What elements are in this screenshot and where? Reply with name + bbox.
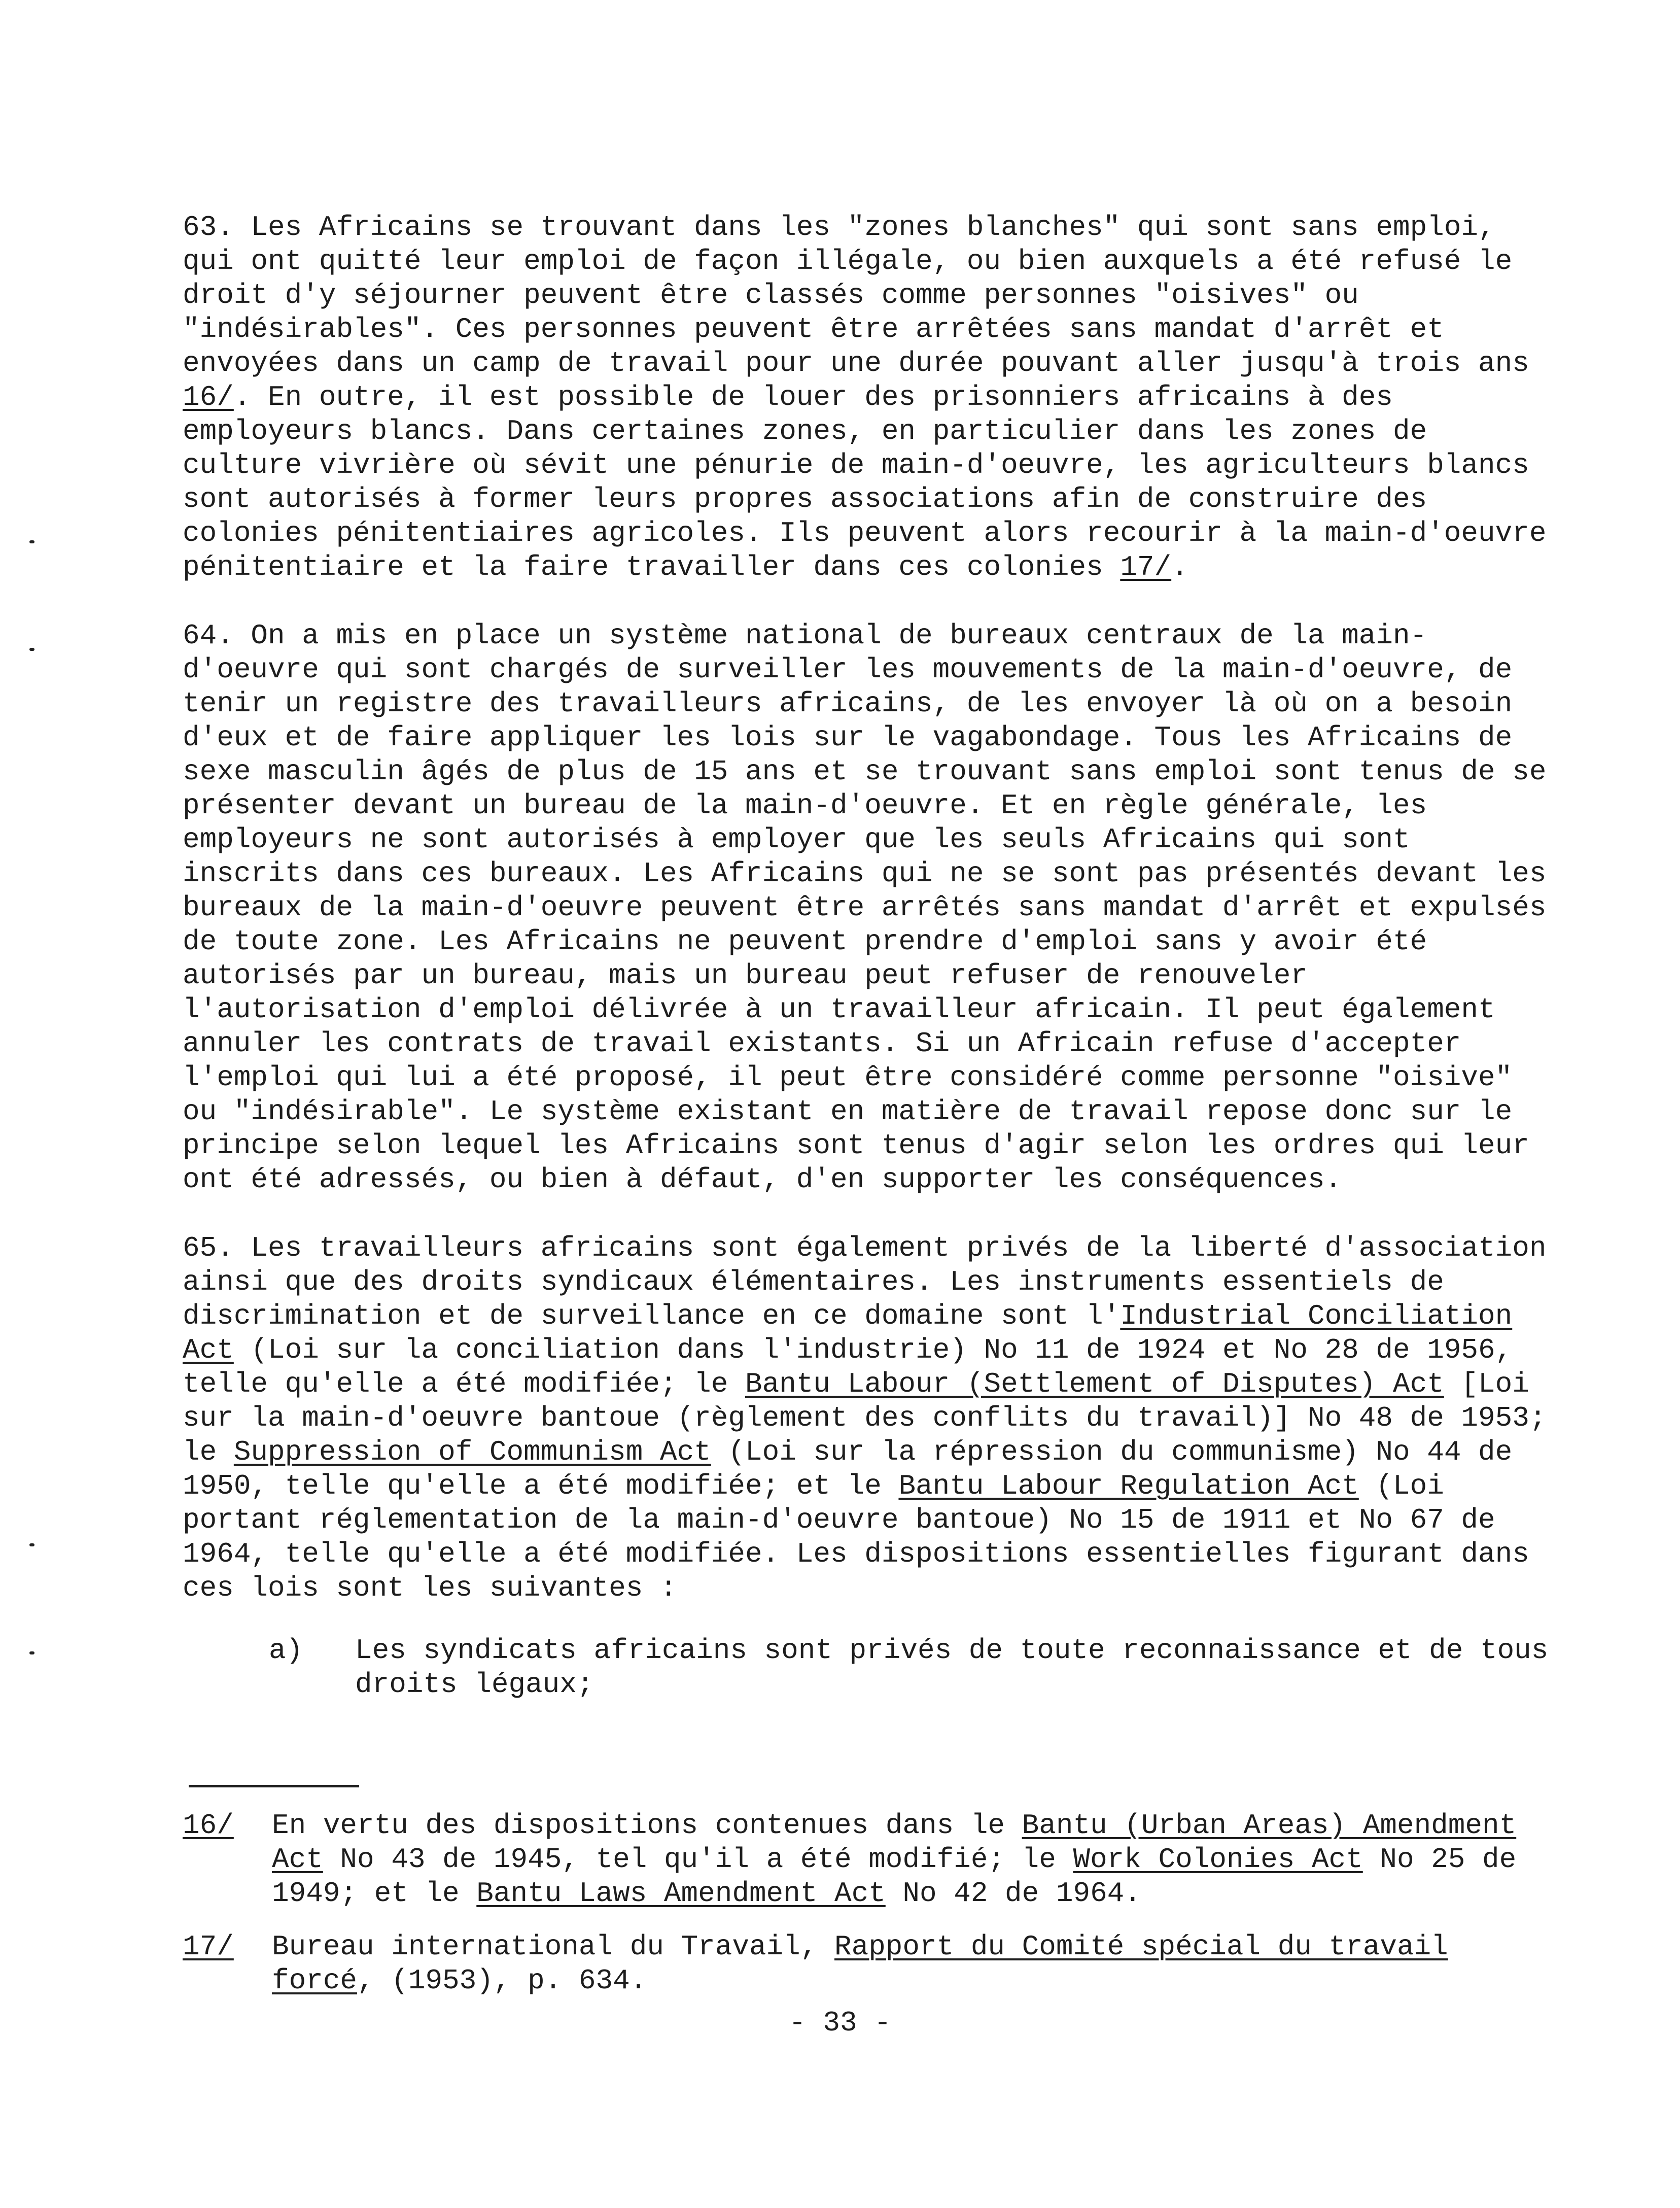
footnote-16 (183, 1809, 1562, 1911)
list-item-label: a) (269, 1634, 303, 1667)
text-run: En vertu des dispositions contenues dans le (272, 1809, 1022, 1842)
underlined-reference: Bantu (Urban Areas) Amendment Act (272, 1809, 1517, 1876)
footnotes (183, 1809, 1562, 2017)
text-run: [Loi sur la main-d'oeuvre bantoue (règlement des conflits du travail)] No 48 de 1953; le (183, 1368, 1547, 1468)
underlined-reference: Rapport du Comité spécial du travail forcé (272, 1930, 1448, 1997)
paragraph-content (183, 1232, 1546, 1604)
footnote-text (272, 1809, 1562, 1911)
underlined-reference: Bantu Labour Regulation Act (898, 1470, 1359, 1502)
footnote-mark: 17/ (183, 1930, 234, 1963)
paragraph-number: 63. (183, 211, 234, 244)
underlined-reference: 17/ (1120, 551, 1172, 583)
margin-mark (29, 540, 34, 543)
text-run: Les Africains se trouvant dans les "zones blanches" qui sont sans emploi, qui ont quitté leur emploi de façon illégale, ou bien auxquels a été refusé le droit d'y séjourner peuvent être classés comme personnes "oisives" ou "indésirables". Ces personnes peuvent être arrêtées sans mandat d'arrêt et envoyées dans un camp de travail pour une durée pouvant aller jusqu'à trois ans (183, 211, 1529, 380)
list-item-a (183, 1634, 1552, 1702)
underlined-reference: Industrial Conciliation Act (183, 1300, 1513, 1366)
footnote-separator (189, 1785, 359, 1787)
paragraph-number: 65. (183, 1232, 234, 1264)
underlined-reference: 16/ (183, 381, 234, 413)
paragraph-content (183, 211, 1546, 583)
footnote-text (272, 1930, 1562, 1998)
margin-mark (29, 1543, 34, 1546)
list-item-text: Les syndicats africains sont privés de toute reconnaissance et de tous droits légaux; (355, 1634, 1549, 1701)
margin-mark (29, 648, 34, 651)
underlined-reference: Bantu Labour (Settlement of Disputes) Act (745, 1368, 1444, 1400)
underlined-reference: Bantu Laws Amendment Act (476, 1877, 886, 1910)
underlined-reference: Suppression of Communism Act (233, 1436, 711, 1468)
text-run: No 25 de 1949; et le (272, 1843, 1517, 1910)
page-number: - 33 - (789, 2007, 891, 2039)
paragraph-number: 64. (183, 619, 234, 652)
text-run: , (1953), p. 634. (357, 1964, 647, 1997)
text-run: No 42 de 1964. (885, 1877, 1141, 1910)
paragraph-64 (183, 619, 1552, 1197)
text-run: On a mis en place un système national de bureaux centraux de la main-d'oeuvre qui sont chargés de surveiller les mouvements de la main-d'oeuvre, de tenir un registre des travailleurs africains, de les envoyer là où on a besoin d'eux et de faire appliquer les lois sur le vagabondage. Tous les Africains de sexe masculin âgés de plus de 15 ans et se trouvant sans emploi sont tenus de se présenter devant un bureau de la main-d'oeuvre. Et en règle générale, les employeurs ne sont autorisés à employer que les seuls Africains qui sont inscrits dans ces bureaux. Les Africains qui ne se sont pas présentés devant les bureaux de la main-d'oeuvre peuvent être arrêtés sans mandat d'arrêt et expulsés de toute zone. Les Africains ne peuvent prendre d'emploi sans y avoir été autorisés par un bureau, mais un bureau peut refuser de renouveler l'autorisation d'emploi délivrée à un travailleur africain. Il peut également annuler les contrats de travail existants. Si un Africain refuse d'accepter l'emploi qui lui a été proposé, il peut être considéré comme personne "oisive" ou "indésirable". Le système existant en matière de travail repose donc sur le principe selon lequel les Africains sont tenus d'agir selon les ordres qui leur ont été adressés, ou bien à défaut, d'en supporter les conséquences. (183, 619, 1547, 1196)
text-run: (Loi sur la conciliation dans l'industrie) No 11 de 1924 et No 28 de 1956, telle qu'elle a été modifiée; le (183, 1334, 1513, 1400)
text-run: . (1171, 551, 1188, 583)
paragraph-65 (183, 1231, 1552, 1605)
text-run: (Loi sur la répression du communisme) No 44 de 1950, telle qu'elle a été modifiée; et le (183, 1436, 1513, 1502)
paragraph-content (183, 619, 1546, 1196)
body-text (183, 211, 1552, 1702)
underlined-reference: Work Colonies Act (1073, 1843, 1363, 1876)
text-run: No 43 de 1945, tel qu'il a été modifié; le (323, 1843, 1073, 1876)
text-run: Bureau international du Travail, (272, 1930, 834, 1963)
paragraph-63 (183, 211, 1552, 584)
text-run: Les travailleurs africains sont également privés de la liberté d'association ainsi que des droits syndicaux élémentaires. Les instruments essentiels de discrimination et de surveillance en ce domaine sont l' (183, 1232, 1547, 1332)
text-run: (Loi portant réglementation de la main-d'oeuvre bantoue) No 15 de 1911 et No 67 de 1964, telle qu'elle a été modifiée. Les dispositions essentielles figurant dans ces lois sont les suivantes : (183, 1470, 1529, 1604)
margin-mark (29, 1651, 34, 1654)
text-run: . En outre, il est possible de louer des prisonniers africains à des employeurs blancs. Dans certaines zones, en particulier dans les zones de culture vivrière où sévit une pénurie de main-d'oeuvre, les agriculteurs blancs sont autorisés à former leurs propres associations afin de construire des colonies pénitentiaires agricoles. Ils peuvent alors recourir à la main-d'oeuvre pénitentiaire et la faire travailler dans ces colonies (183, 381, 1547, 583)
footnote-17 (183, 1930, 1562, 1998)
footnote-mark: 16/ (183, 1809, 234, 1842)
